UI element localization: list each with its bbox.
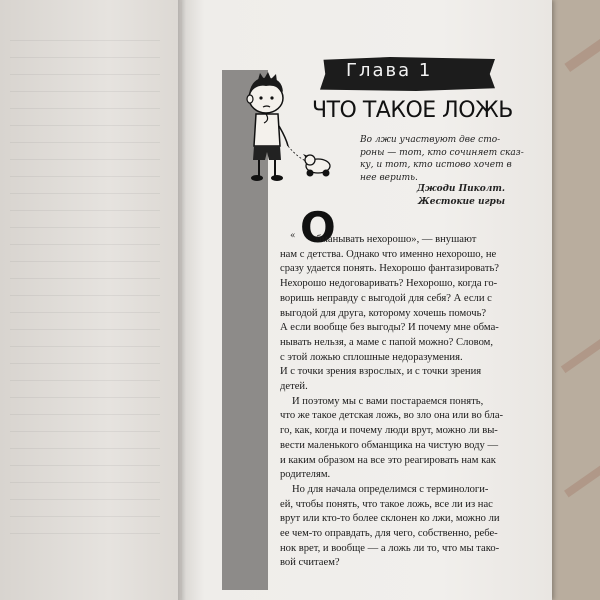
epigraph-source: Жестокие игры — [417, 196, 505, 207]
tablecloth-stripe — [561, 315, 600, 373]
show-through-line — [10, 533, 160, 534]
body-line: детей. — [280, 381, 308, 393]
show-through-line — [10, 312, 160, 313]
body-line: бманывать нехорошо», — внушают — [316, 234, 477, 245]
body-line: что же такое детская ложь, во зло она или во бла- — [280, 410, 504, 422]
book-gutter — [178, 0, 186, 600]
body-line: нам с детства. Однако что именно нехорошо, не — [280, 248, 497, 260]
show-through-line — [10, 295, 160, 296]
chapter-title: ЧТО ТАКОЕ ЛОЖЬ — [312, 98, 513, 123]
body-line: вести маленького обманщика на чистую воду — — [280, 439, 499, 451]
show-through-line — [10, 516, 160, 517]
body-line: сразу удается понять. Нехорошо фантазировать? — [280, 263, 499, 275]
show-through-line — [10, 448, 160, 449]
epigraph-line: Во лжи участвуют две сто- — [360, 135, 501, 145]
body-line: врут или кто-то более склонен ко лжи, можно ли — [280, 513, 500, 525]
body-line: родителям. — [280, 469, 331, 481]
show-through-line — [10, 465, 160, 466]
chapter-label: Глава 1 — [346, 60, 433, 81]
tablecloth-stripe — [564, 18, 600, 72]
show-through-line — [10, 57, 160, 58]
show-through-line — [10, 142, 160, 143]
body-line: с этой ложью сплошные недоразумения. — [280, 351, 463, 363]
epigraph-line: ку, и тот, кто истово хочет в — [360, 160, 512, 170]
epigraph-author: Джоди Пиколт. — [416, 184, 505, 194]
show-through-line — [10, 193, 160, 194]
body-line: нывать нельзя, а маме с папой можно? Словом, — [280, 336, 494, 348]
show-through-line — [10, 40, 160, 41]
body-line: нок врет, и вообще — а ложь ли то, что мы тако- — [280, 542, 500, 554]
show-through-line — [10, 499, 160, 500]
show-through-line — [10, 482, 160, 483]
body-line: И поэтому мы с вами постараемся понять, — [292, 395, 484, 407]
body-line: воришь неправду с выгодой для себя? А если с — [280, 292, 492, 304]
show-through-line — [10, 278, 160, 279]
show-through-line — [10, 431, 160, 432]
body-line: А если вообще без выгоды? И почему мне обма- — [280, 322, 499, 334]
show-through-line — [10, 176, 160, 177]
body-line: ее чем-то оправдать, для чего, собственно, ребе- — [280, 528, 498, 540]
left-page — [0, 0, 182, 600]
show-through-line — [10, 363, 160, 364]
epigraph-line: роны — тот, кто сочиняет сказ- — [360, 147, 524, 158]
body-line: Нехорошо недоговаривать? Нехорошо, когда го- — [280, 278, 498, 290]
body-line: и каким образом на все это реагировать нам как — [280, 454, 496, 466]
show-through-line — [10, 125, 160, 126]
show-through-line — [10, 74, 160, 75]
body-line: вой считаем? — [280, 557, 340, 569]
show-through-line — [10, 346, 160, 347]
epigraph — [360, 134, 524, 184]
show-through-line — [10, 227, 160, 228]
epigraph-attribution — [395, 183, 505, 208]
body-line: выгодой для друга, которому хочешь помочь? — [280, 307, 487, 319]
show-through-line — [10, 159, 160, 160]
show-through-line — [10, 380, 160, 381]
body-text — [280, 233, 512, 571]
show-through-line — [10, 397, 160, 398]
show-through-line — [10, 210, 160, 211]
body-line: И с точки зрения взрослых, и с точки зрения — [280, 366, 482, 378]
body-line: Но для начала определимся с терминологи- — [292, 483, 489, 495]
body-line: го, как, когда и почему люди врут, можно ли вы- — [280, 425, 498, 437]
epigraph-line: нее верить. — [360, 172, 418, 183]
show-through-line — [10, 244, 160, 245]
show-through-line — [10, 108, 160, 109]
show-through-line — [10, 329, 160, 330]
tablecloth-stripe — [564, 451, 600, 498]
body-line: ей, чтобы понять, что такое ложь, все ли из нас — [280, 498, 493, 510]
show-through-line — [10, 261, 160, 262]
show-through-line — [10, 414, 160, 415]
show-through-line — [10, 91, 160, 92]
drop-cap-quote: « — [290, 231, 296, 241]
drop-cap-letter: О — [300, 203, 336, 252]
